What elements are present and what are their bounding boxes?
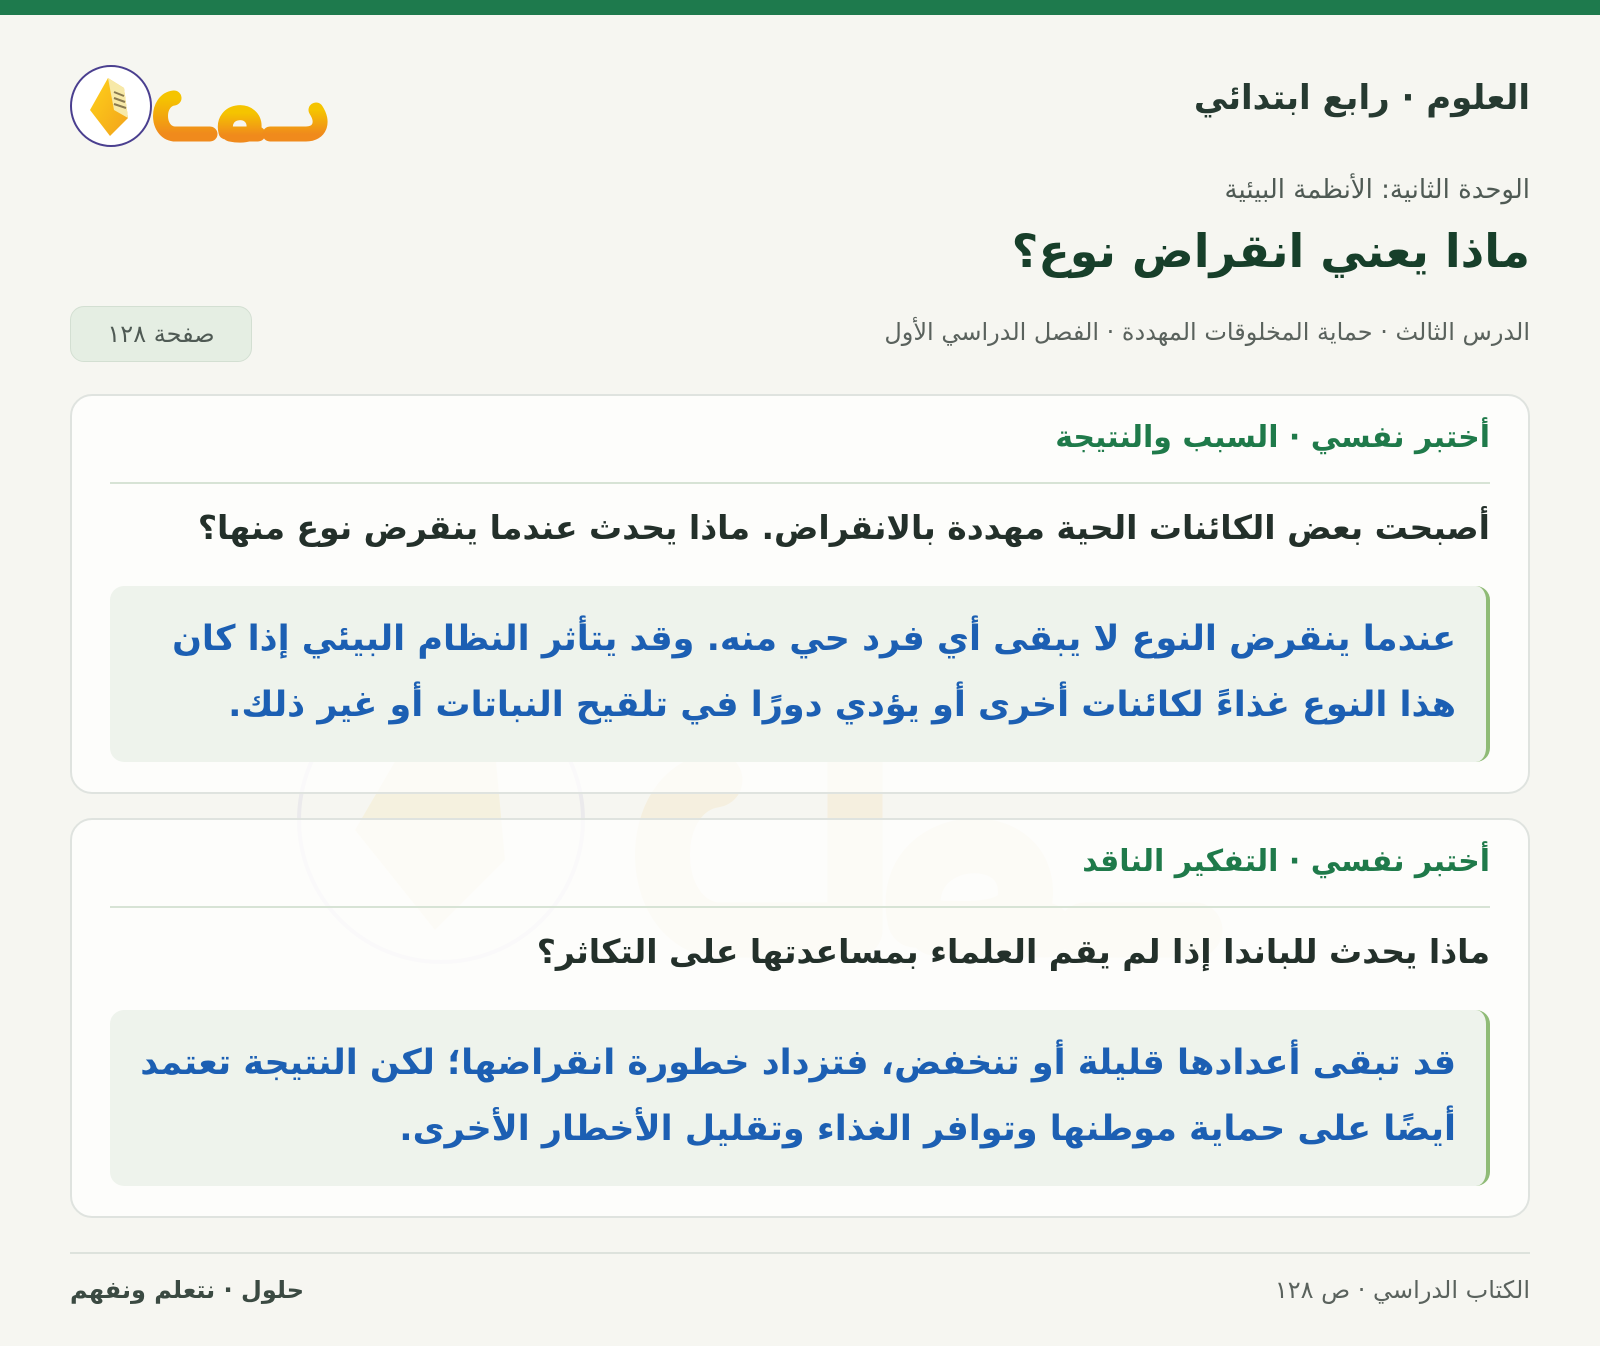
card-divider [110,482,1490,484]
footer-brand-tagline: حلول · نتعلم ونفهم [70,1276,304,1304]
page-number-badge: صفحة ١٢٨ [70,306,252,362]
question-card-cause-effect [70,394,1530,794]
footer-book-reference: الكتاب الدراسي · ص ١٢٨ [1274,1276,1530,1304]
question-text: أصبحت بعض الكائنات الحية مهددة بالانقراض. ماذا يحدث عندما ينقرض نوع منها؟ [197,508,1490,547]
card-divider [110,906,1490,908]
unit-label: الوحدة الثانية: الأنظمة البيئية [1224,175,1530,205]
footer-divider [70,1252,1530,1254]
card-tag: أختبر نفسي · التفكير الناقد [1082,844,1490,879]
question-card-critical-thinking [70,818,1530,1218]
logo-wordmark [161,58,321,135]
answer-box: قد تبقى أعدادها قليلة أو تنخفض، فتزداد خطورة انقراضها؛ لكن النتيجة تعتمد أيضًا على حماية موطنها وتوافر الغذاء وتقليل الأخطار الأخرى. [110,1010,1490,1186]
page-title: ماذا يعني انقراض نوع؟ [1011,224,1530,278]
top-accent-bar [0,0,1600,15]
question-text: ماذا يحدث للباندا إذا لم يقم العلماء بمساعدتها على التكاثر؟ [536,932,1490,971]
hulul-logo-graphic [70,48,332,152]
lesson-meta: الدرس الثالث · حماية المخلوقات المهددة · الفصل الدراسي الأول [884,318,1530,346]
subject-grade-title: العلوم · رابع ابتدائي [1193,78,1530,118]
card-tag: أختبر نفسي · السبب والنتيجة [1055,420,1490,455]
answer-box: عندما ينقرض النوع لا يبقى أي فرد حي منه. وقد يتأثر النظام البيئي إذا كان هذا النوع غذاءً لكائنات أخرى أو يؤدي دورًا في تلقيح النباتات أو غير ذلك. [110,586,1490,762]
hulul-logo[interactable] [70,48,332,152]
book-emblem-icon [71,66,151,146]
